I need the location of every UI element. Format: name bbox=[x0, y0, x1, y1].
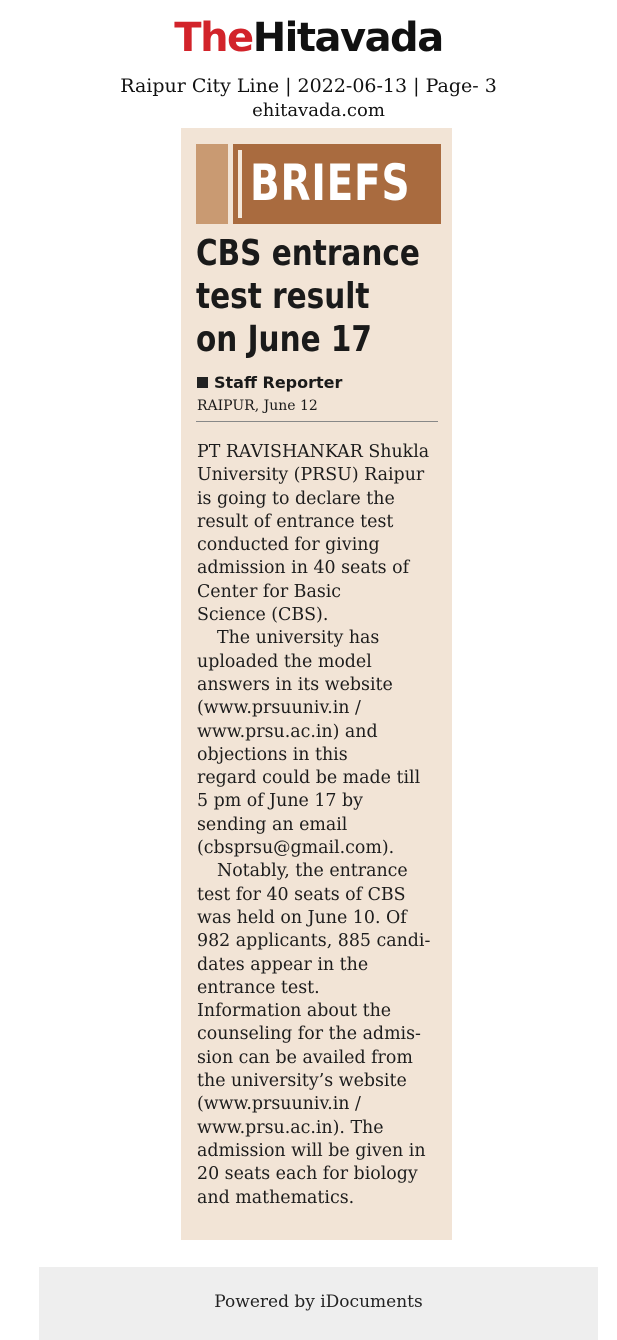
body-line: www.prsu.ac.in). The bbox=[197, 1117, 384, 1138]
body-line: conducted for giving bbox=[197, 535, 380, 556]
powered-by-link[interactable]: Powered by iDocuments bbox=[214, 1292, 423, 1312]
body-line: sion can be availed from bbox=[197, 1047, 413, 1068]
body-line: University (PRSU) Raipur bbox=[197, 465, 425, 486]
headline-line: on June 17 bbox=[196, 319, 372, 360]
body-line: test for 40 seats of CBS bbox=[197, 884, 406, 905]
body-line: 20 seats each for biology bbox=[197, 1164, 418, 1185]
reporter-name: Staff Reporter bbox=[214, 373, 343, 392]
body-line: admission will be given in bbox=[197, 1140, 426, 1161]
body-line: Science (CBS). bbox=[197, 605, 329, 626]
masthead-prefix: The bbox=[174, 15, 253, 61]
body-line: regard could be made till bbox=[197, 768, 421, 789]
footer-bar bbox=[39, 1267, 598, 1340]
body-line: Information about the bbox=[197, 1001, 392, 1022]
body-line: (www.prsuuniv.in / bbox=[197, 1094, 361, 1115]
body-line: sending an email bbox=[197, 814, 348, 835]
body-line: counseling for the admis- bbox=[197, 1024, 421, 1045]
body-line: is going to declare the bbox=[197, 488, 395, 509]
body-line: and mathematics. bbox=[197, 1187, 355, 1208]
section-label: BRIEFS bbox=[250, 154, 411, 212]
body-line: admission in 40 seats of bbox=[197, 558, 410, 579]
byline bbox=[197, 373, 342, 393]
body-line: (cbsprsu@gmail.com). bbox=[197, 838, 395, 859]
body-line: dates appear in the bbox=[197, 954, 369, 975]
headline-line: test result bbox=[196, 276, 370, 317]
body-line: PT RAVISHANKAR Shukla bbox=[197, 442, 430, 462]
square-bullet-icon bbox=[197, 377, 208, 388]
body-line: objections in this bbox=[197, 744, 348, 765]
body-line: entrance test. bbox=[197, 977, 320, 998]
body-line: Center for Basic bbox=[197, 581, 342, 602]
edition-info: Raipur City Line | 2022-06-13 | Page- 3 bbox=[120, 75, 497, 97]
masthead-name: Hitavada bbox=[252, 15, 443, 61]
body-line: (www.prsuuniv.in / bbox=[197, 698, 361, 719]
news-clipping bbox=[181, 128, 452, 1240]
body-line: result of entrance test bbox=[197, 511, 394, 532]
article-body bbox=[197, 441, 447, 1210]
body-line: 982 applicants, 885 candi- bbox=[197, 931, 431, 952]
body-line: uploaded the model bbox=[197, 651, 372, 672]
section-banner bbox=[196, 144, 441, 224]
body-line: The university has bbox=[217, 628, 380, 649]
masthead-logo bbox=[0, 14, 617, 62]
body-line: answers in its website bbox=[197, 674, 393, 695]
divider bbox=[196, 421, 438, 422]
headline bbox=[196, 232, 420, 361]
body-line: was held on June 10. Of bbox=[197, 907, 407, 928]
banner-stub bbox=[196, 144, 228, 224]
banner-divider bbox=[238, 150, 242, 218]
dateline: RAIPUR, June 12 bbox=[197, 398, 318, 414]
body-line: Notably, the entrance bbox=[217, 861, 408, 882]
headline-line: CBS entrance bbox=[196, 233, 420, 274]
body-line: 5 pm of June 17 by bbox=[197, 791, 363, 812]
body-line: www.prsu.ac.in) and bbox=[197, 721, 378, 742]
body-line: the university’s website bbox=[197, 1071, 407, 1092]
website-link[interactable]: ehitavada.com bbox=[252, 100, 385, 121]
